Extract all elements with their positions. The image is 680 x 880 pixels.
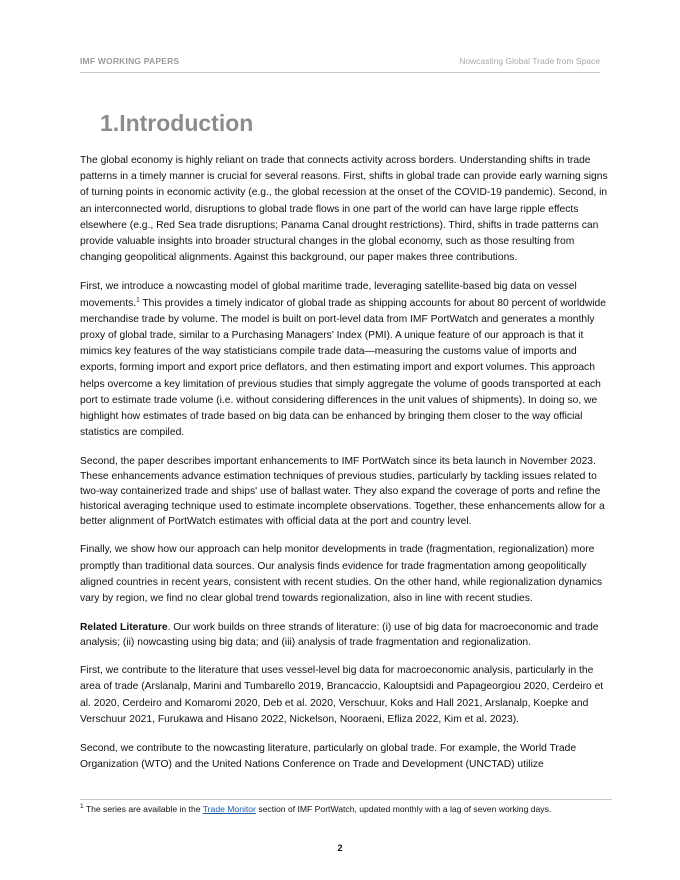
header-series-title: IMF WORKING PAPERS [80,56,180,66]
paragraph-text: First, we introduce a nowcasting model of global maritime trade, leveraging satellite-based big data on vessel movements. [80,281,577,309]
paragraph-text: This provides a timely indicator of global trade as shipping accounts for about 80 percent of worldwide merchandise trade by volume. The model is built on port-level data from IMF PortWatch and generates a monthly proxy of global trade, similar to a Purchasing Managers' Index (PMI). A unique feature of our approach is that it mimics key features of the way statisticians compile trade data—measuring the customs value of imports and exports, forming import and export price deflators, and then estimating import and export volumes. This approach helps overcome a key limitation of previous studies that simply aggregate the volume of goods transported at each port to estimate trade volume (i.e. without considering differences in the unit values of shipments). In doing so, we highlight how estimates of trade based on big data can be enhanced by bringing them closer to the way official statistics are compiled. [80,297,607,439]
header-paper-title: Nowcasting Global Trade from Space [459,56,600,66]
paragraph-second-contribution: Second, the paper describes important enhancements to IMF PortWatch since its beta launch in November 2023. These enhancements advance estimation techniques of previous studies, particularly by tackling issues related to two-way containerized trade and ships' use of ballast water. They also expand the coverage of ports and refine the historical averaging technique used to estimate incomplete observations. Together, these enhancements allow for a better alignment of PortWatch estimates with official data at the port and country level. [80,456,605,528]
page-number: 2 [337,843,343,853]
related-literature-label: Related Literature [80,622,168,634]
paragraph-literature-nowcasting: Second, we contribute to the nowcasting literature, particularly on global trade. For example, the World Trade Organization (WTO) and the United Nations Conference on Trade and Development (UNCTAD) utilize [80,743,577,771]
footnote [80,803,612,815]
section-heading [100,110,253,137]
footnote-text: The series are available in the [83,804,203,814]
paragraph-text: . Our work builds on three strands of literature: (i) use of big data for macroeconomic and trade analysis; (ii) nowcasting using big data; and (iii) analysis of trade fragmentation and regionalization. [80,622,599,649]
section-title: Introduction [119,110,254,136]
footnote-reference[interactable]: 1 [136,296,140,304]
trade-monitor-link[interactable]: Trade Monitor [202,804,256,814]
paragraph-intro: The global economy is highly reliant on trade that connects activity across borders. Understanding shifts in trade patterns in a timely manner is crucial for several reasons. First, shifts in global trade can provide early warning signs of turning points in economic activity (e.g., the global recession at the onset of the COVID-19 pandemic). Second, in an interconnected world, disruptions to global trade flows in one part of the world can have large ripple effects elsewhere (e.g., Red Sea trade disruptions; Panama Canal drought restrictions). Third, shifts in trade patterns can provide valuable insights into broader structural changes in the global economy, such as those resulting from changing geopolitical alignments. Against this background, our paper makes three contributions. [80,155,608,264]
paragraph-first-contribution [80,279,614,441]
body-text [80,153,614,786]
paragraph-literature-big-data: First, we contribute to the literature that uses vessel-level big data for macroeconomic analysis, particularly in the area of trade (Arslanalp, Marini and Tumbarello 2019, Brancaccio, Kalouptsidi and Papageorgiou 2020, Cerdeiro et al. 2020, Cerdeiro and Komaromi 2020, Deb et al. 2020, Verschuur, Koks and Hall 2021, Arslanalp, Koepke and Verschuur 2021, Furukawa and Hisano 2022, Nickelson, Nooraeni, Efliza 2022, Kim et al. 2023). [80,665,604,725]
footnote-divider [80,799,612,800]
running-header [80,56,600,73]
section-number: 1. [100,110,120,136]
footnote-text: section of IMF PortWatch, updated monthly with a lag of seven working days. [255,804,552,814]
paragraph-related-literature [80,620,614,650]
paragraph-third-contribution: Finally, we show how our approach can help monitor developments in trade (fragmentation, regionalization) more promptly than traditional data sources. Our analysis finds evidence for trade fragmentation among geopolitically aligned countries in recent years, consistent with recent studies. On the other hand, while regionalization dynamics vary by region, we find no clear global trend towards regionalization, also in line with recent studies. [80,544,602,605]
footnote-number: 1 [80,803,84,811]
